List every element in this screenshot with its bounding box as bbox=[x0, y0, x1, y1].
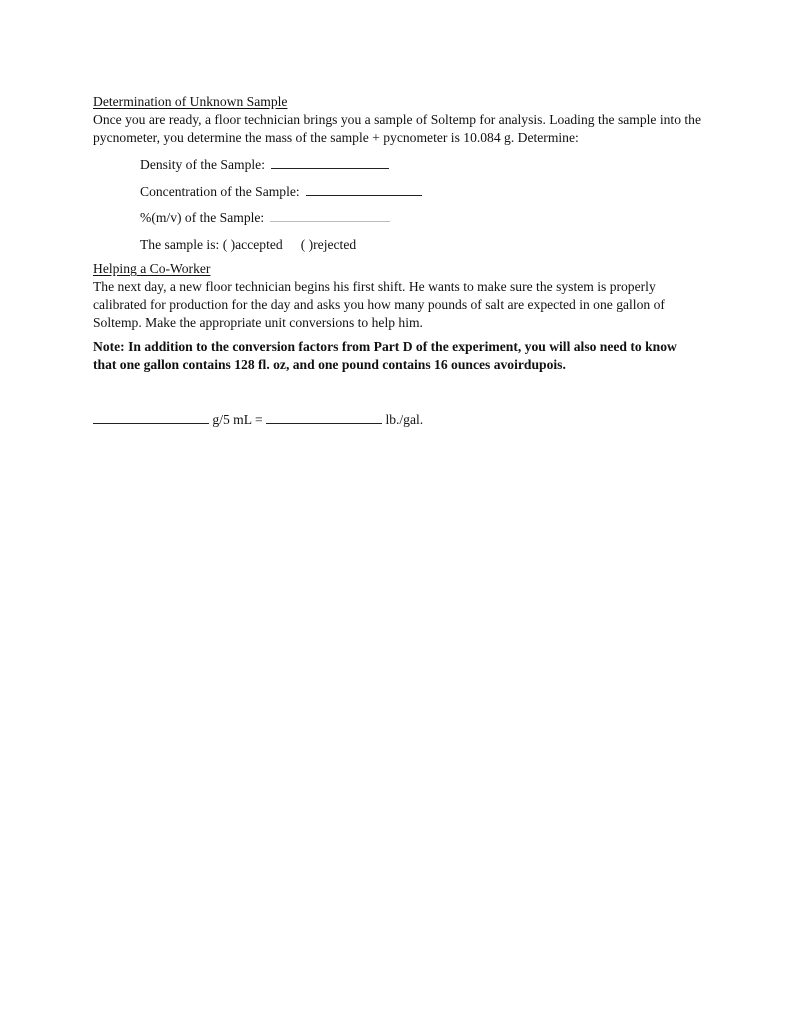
density-row bbox=[140, 152, 703, 179]
unknown-sample-heading: Determination of Unknown Sample bbox=[93, 94, 288, 109]
status-label: The sample is: bbox=[140, 236, 220, 252]
unknown-sample-section bbox=[93, 93, 703, 258]
status-row bbox=[140, 232, 703, 259]
density-label: Density of the Sample: bbox=[140, 157, 265, 172]
determine-list bbox=[140, 152, 703, 258]
equation-right-unit: lb./gal. bbox=[385, 412, 424, 427]
concentration-answer-field[interactable] bbox=[306, 182, 422, 196]
percent-label: %(m/v) of the Sample: bbox=[140, 210, 265, 225]
co-worker-heading: Helping a Co-Worker bbox=[93, 261, 211, 276]
rejected-option[interactable]: ( )rejected bbox=[300, 236, 357, 252]
unknown-sample-paragraph: Once you are ready, a floor technician brings you a sample of Soltemp for analysis. Loading the sample into the pycnometer, you determine the mass of the sample + pycnometer is 10.084 g. Determine: bbox=[93, 112, 702, 145]
co-worker-section bbox=[93, 260, 703, 374]
equation-left-unit: g/5 mL = bbox=[212, 412, 263, 427]
density-answer-field[interactable] bbox=[271, 155, 389, 169]
percent-answer-field[interactable] bbox=[270, 208, 390, 222]
co-worker-paragraph: The next day, a new floor technician begins his first shift. He wants to make sure the system is properly calibrated for production for the day and asks you how many pounds of salt are expected in one gallon of Soltemp. Make the appropriate unit conversions to help him. bbox=[93, 279, 665, 330]
concentration-row bbox=[140, 179, 703, 206]
conversion-equation bbox=[93, 410, 703, 429]
grams-answer-field[interactable] bbox=[93, 410, 209, 424]
conversion-note: Note: In addition to the conversion factors from Part D of the experiment, you will also need to know that one gallon contains 128 fl. oz, and one pound contains 16 ounces avoirdupois. bbox=[93, 339, 677, 372]
percent-row bbox=[140, 205, 703, 232]
accepted-option[interactable]: ( )accepted bbox=[222, 236, 283, 252]
pounds-answer-field[interactable] bbox=[266, 410, 382, 424]
concentration-label: Concentration of the Sample: bbox=[140, 183, 300, 199]
document-page bbox=[93, 93, 703, 429]
